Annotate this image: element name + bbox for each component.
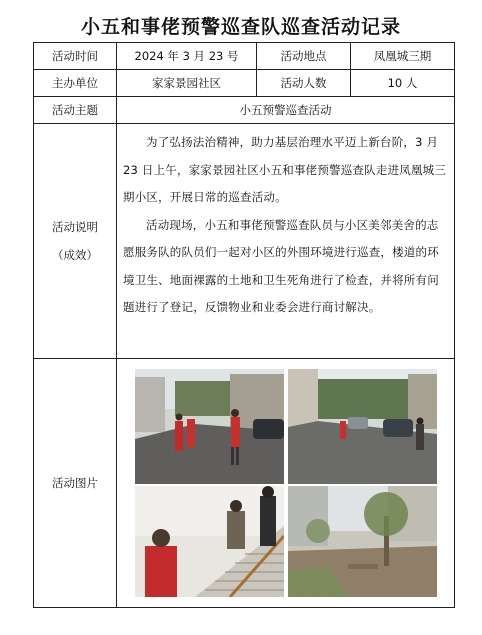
count-value: 10 人 (351, 70, 455, 97)
photo-grid (117, 359, 455, 608)
place-label: 活动地点 (257, 43, 351, 70)
description-label-line2: （成效） (52, 248, 98, 262)
description-paragraph-2: 活动现场，小五和事佬预警巡查队员与小区美邻美舍的志愿服务队的队员们一起对小区的外围环境进行巡查，楼道的环境卫生、地面裸露的土地和卫生死角进行了检查，并将所有问题进行了登记，反馈物业和业委会进行商讨解决。 (123, 217, 439, 314)
count-label: 活动人数 (257, 70, 351, 97)
place-value: 凤凰城三期 (351, 43, 455, 70)
photo-label: 活动图片 (34, 359, 117, 608)
organizer-value: 家家景园社区 (117, 70, 257, 97)
page-title: 小五和事佬预警巡查队巡查活动记录 (80, 16, 401, 38)
description-label (34, 124, 117, 359)
time-value: 2024 年 3 月 23 号 (117, 43, 257, 70)
time-label: 活动时间 (34, 43, 117, 70)
description-label-line1: 活动说明 (52, 220, 98, 234)
activity-record-table (33, 42, 455, 608)
stairwell-inspection-photo (135, 486, 284, 597)
bare-soil-area-photo (288, 486, 437, 597)
description-text (117, 124, 455, 359)
theme-value: 小五预警巡查活动 (117, 97, 455, 124)
organizer-label: 主办单位 (34, 70, 117, 97)
patrol-street-photo (288, 369, 437, 484)
theme-label: 活动主题 (34, 97, 117, 124)
description-paragraph-1: 为了弘扬法治精神，助力基层治理水平迈上新台阶，3 月 23 日上午，家家景园社区小五和事佬预警巡查队走进凤凰城三期小区，开展日常的巡查活动。 (123, 135, 447, 204)
patrol-walkway-photo (135, 369, 284, 484)
